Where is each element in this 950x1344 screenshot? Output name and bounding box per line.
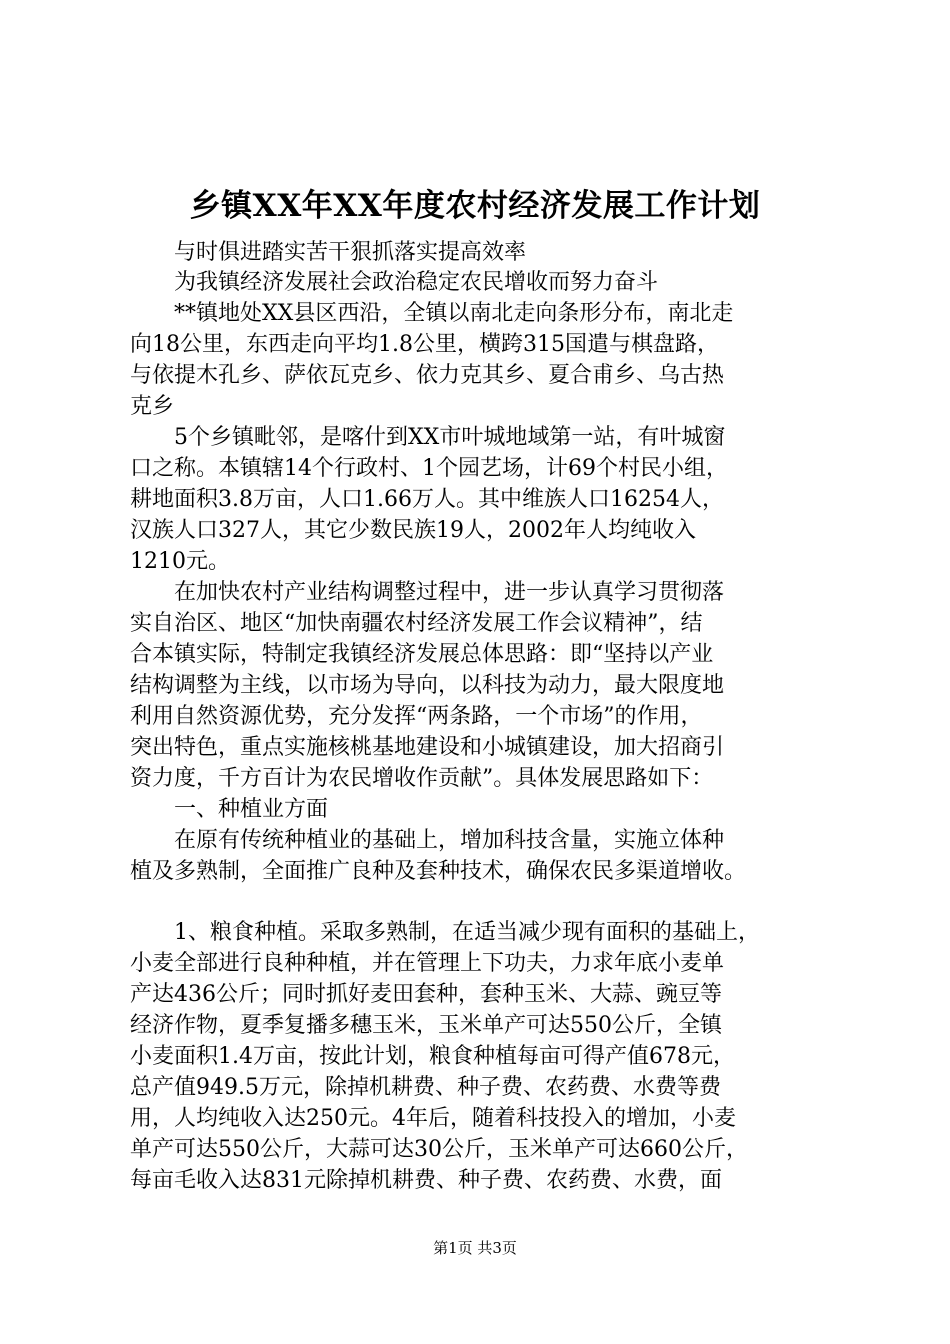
text-line: 植及多熟制，全面推广良种及套种技术，确保农民多渠道增收。 bbox=[130, 859, 747, 884]
text-line: **镇地处XX县区西沿，全镇以南北走向条形分布，南北走 bbox=[130, 301, 734, 326]
text-line: 5个乡镇毗邻，是喀什到XX市叶城地域第一站，有叶城窗 bbox=[130, 425, 726, 450]
text-line-motto-2: 为我镇经济发展社会政治稳定农民增收而努力奋斗 bbox=[130, 270, 659, 295]
text-line: 单产可达550公斤，大蒜可达30公斤，玉米单产可达660公斤， bbox=[130, 1137, 748, 1162]
section-heading: 一、种植业方面 bbox=[130, 797, 329, 822]
text-line: 与依提木孔乡、萨依瓦克乡、依力克其乡、夏合甫乡、乌古热 bbox=[130, 363, 725, 388]
text-line: 向18公里，东西走向平均1.8公里，横跨315国遣与棋盘路， bbox=[130, 332, 719, 357]
text-line: 汉族人口327人，其它少数民族19人，2002年人均纯收入 bbox=[130, 518, 696, 543]
text-line: 突出特色，重点实施核桃基地建设和小城镇建设，加大招商引 bbox=[130, 735, 725, 760]
text-line: 每亩毛收入达831元除掉机耕费、种子费、农药费、水费，面 bbox=[130, 1168, 722, 1193]
text-line: 1、粮食种植。采取多熟制，在适当减少现有面积的基础上， bbox=[130, 920, 760, 945]
text-line: 耕地面积3.8万亩，人口1.66万人。其中维族人口16254人， bbox=[130, 487, 724, 512]
text-line: 合本镇实际，特制定我镇经济发展总体思路：即“坚持以产业 bbox=[130, 642, 714, 667]
text-line: 小麦全部进行良种种植，并在管理上下功夫，力求年底小麦单 bbox=[130, 951, 725, 976]
text-line: 实自治区、地区“加快南疆农村经济发展工作会议精神”，结 bbox=[130, 611, 703, 636]
text-line: 小麦面积1.4万亩，按此计划，粮食种植每亩可得产值678元， bbox=[130, 1044, 735, 1069]
text-line: 总产值949.5万元，除掉机耕费、种子费、农药费、水费等费 bbox=[130, 1075, 721, 1100]
text-line: 经济作物，夏季复播多穗玉米，玉米单产可达550公斤，全镇 bbox=[130, 1013, 722, 1038]
document-title: 乡镇XX年XX年度农村经济发展工作计划 bbox=[189, 188, 761, 224]
text-line: 口之称。本镇辖14个行政村、1个园艺场，计69个村民小组， bbox=[130, 456, 728, 481]
text-line: 资力度，千方百计为农民增收作贡献”。具体发展思路如下： bbox=[130, 766, 714, 791]
text-line: 1210元。 bbox=[130, 549, 230, 574]
text-line: 在加快农村产业结构调整过程中，进一步认真学习贯彻落 bbox=[130, 580, 725, 605]
text-line: 利用自然资源优势，充分发挥“两条路，一个市场”的作用， bbox=[130, 704, 703, 729]
text-line: 克乡 bbox=[130, 394, 175, 419]
text-line: 用，人均纯收入达250元。4年后，随着科技投入的增加，小麦 bbox=[130, 1106, 736, 1131]
text-line: 结构调整为主线，以市场为导向，以科技为动力，最大限度地 bbox=[130, 673, 725, 698]
page-footer: 第1页 共3页 bbox=[433, 1239, 517, 1257]
text-line: 产达436公斤；同时抓好麦田套种，套种玉米、大蒜、豌豆等 bbox=[130, 982, 722, 1007]
text-line: 在原有传统种植业的基础上，增加科技含量，实施立体种 bbox=[130, 828, 725, 853]
text-line-motto-1: 与时俱进踏实苦干狠抓落实提高效率 bbox=[130, 240, 527, 265]
